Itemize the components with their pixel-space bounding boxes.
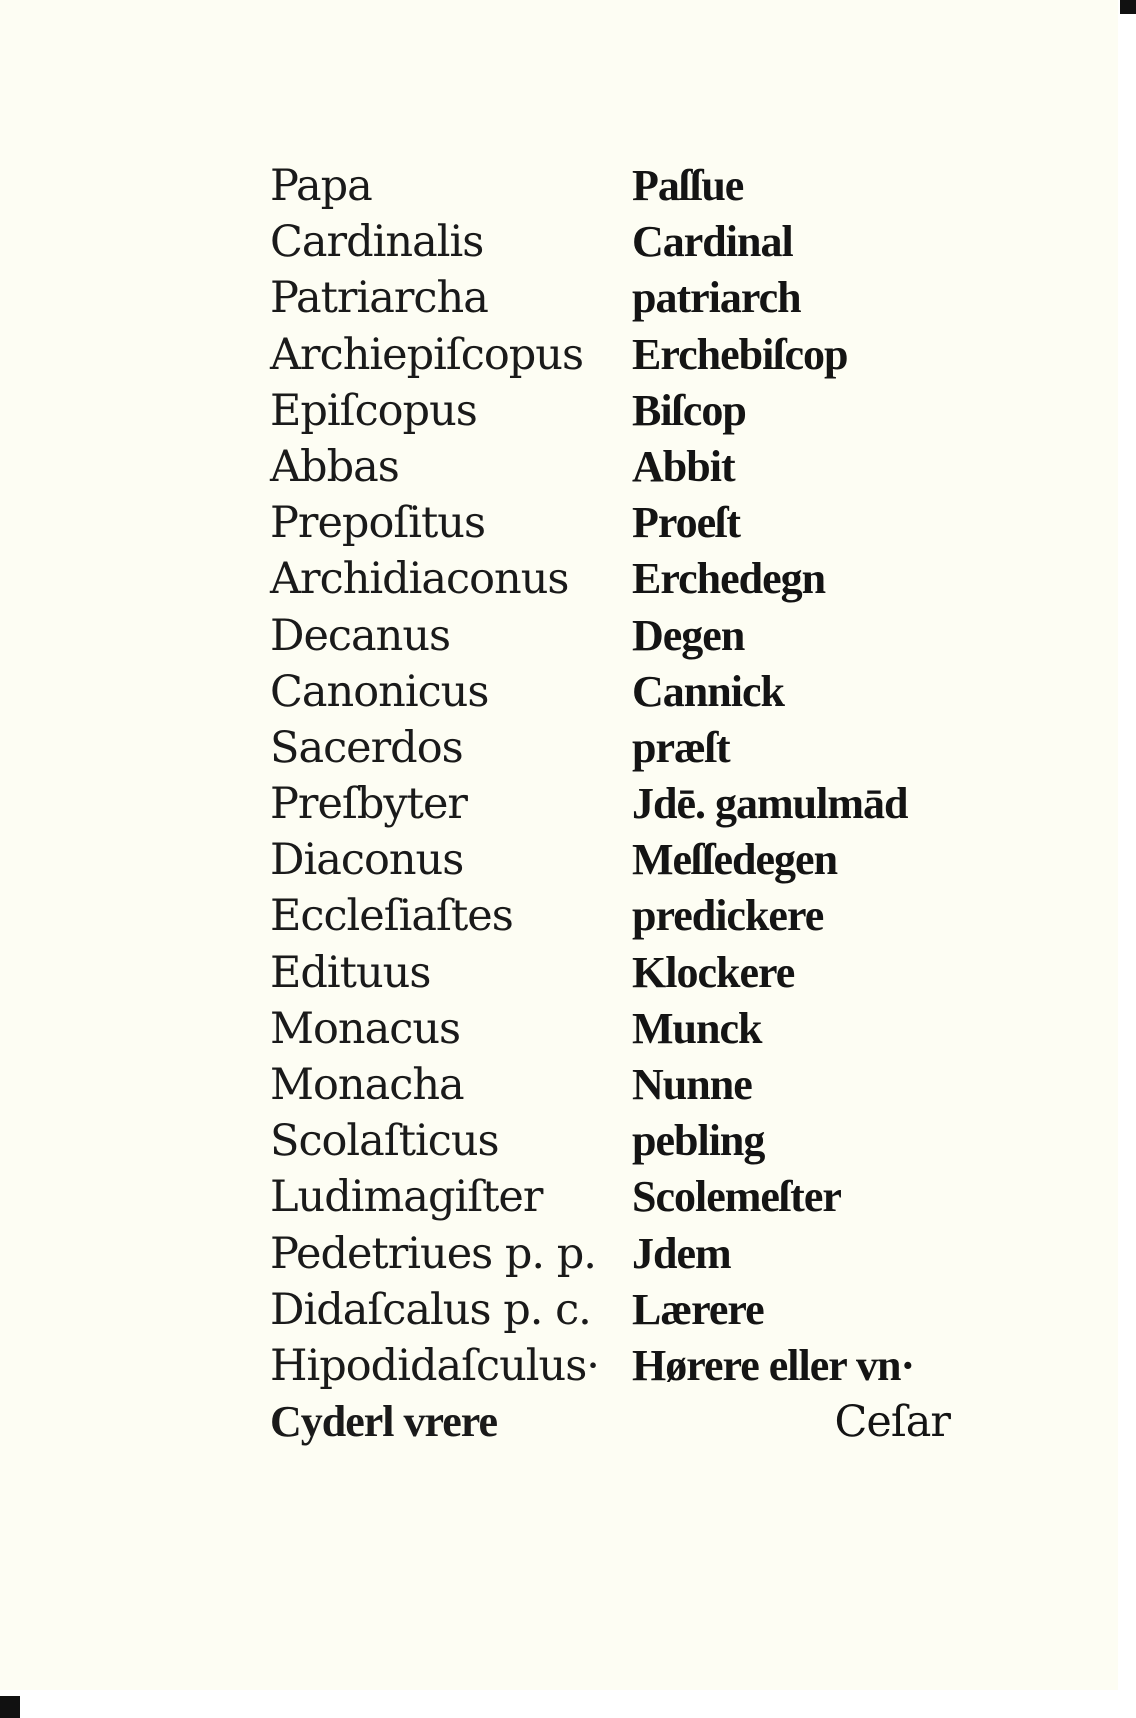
latin-term: Ludimagiſter — [270, 1172, 543, 1223]
latin-term: Decanus — [270, 610, 451, 661]
vernacular-term: Hørere eller vn· — [632, 1340, 915, 1390]
glossary-row — [270, 383, 970, 439]
vernacular-term: Erchebiſcop — [632, 329, 848, 379]
latin-term: Eccleſiaſtes — [270, 891, 513, 942]
vernacular-term: Meſſedegen — [632, 835, 838, 885]
glossary-row — [270, 776, 970, 832]
vernacular-term: Jdē. gamulmād — [632, 779, 908, 829]
vernacular-term: Nunne — [632, 1060, 752, 1109]
vernacular-term: Cardinal — [632, 217, 793, 267]
glossary-row — [270, 270, 970, 326]
latin-term: Epiſcopus — [270, 385, 477, 436]
glossary-row — [270, 1169, 970, 1225]
scan-edge-mark — [1120, 0, 1136, 14]
glossary-row — [270, 327, 970, 383]
vernacular-term: pebling — [632, 1116, 765, 1166]
vernacular-term: Proeſt — [632, 498, 741, 548]
vernacular-term: Lærere — [632, 1284, 764, 1334]
glossary-row — [270, 1001, 970, 1057]
glossary-row — [270, 832, 970, 888]
glossary-row — [270, 945, 970, 1001]
latin-term: Preſbyter — [270, 779, 467, 830]
vernacular-term: Jdem — [632, 1228, 731, 1278]
glossary-row — [270, 551, 970, 607]
glossary-row — [270, 1226, 970, 1282]
latin-term: Cyderl vrere — [270, 1397, 498, 1447]
vernacular-term: Cannick — [632, 666, 784, 716]
latin-term: Hipodidaſculus· — [270, 1340, 599, 1391]
latin-term: Didaſcalus p. c. — [270, 1284, 591, 1335]
latin-term: Canonicus — [270, 666, 489, 717]
glossary-row — [270, 720, 970, 776]
glossary-row — [270, 495, 970, 551]
vernacular-term: Scolemeſter — [632, 1172, 841, 1222]
glossary-row — [270, 1113, 970, 1169]
latin-term: Edituus — [270, 947, 431, 998]
glossary-list — [270, 158, 970, 1450]
latin-term: Archidiaconus — [270, 554, 569, 605]
vernacular-term: Paſſue — [632, 161, 744, 210]
vernacular-term: Erchedegn — [632, 554, 826, 604]
vernacular-term: Abbit — [632, 441, 735, 491]
latin-term: Sacerdos — [270, 722, 463, 773]
latin-term: Archiepiſcopus — [270, 329, 584, 380]
glossary-row — [270, 608, 970, 664]
glossary-row — [270, 1394, 970, 1450]
latin-term: Diaconus — [270, 835, 464, 886]
glossary-row — [270, 1057, 970, 1113]
latin-term: Prepoſitus — [270, 498, 486, 549]
latin-term: Patriarcha — [270, 273, 488, 324]
glossary-row — [270, 158, 970, 214]
vernacular-term: predickere — [632, 891, 824, 941]
glossary-row — [270, 1282, 970, 1338]
latin-term: Scolaſticus — [270, 1116, 499, 1167]
latin-term: Monacus — [270, 1003, 461, 1054]
vernacular-term: Klockere — [632, 947, 795, 997]
scan-edge-mark — [0, 1696, 20, 1718]
glossary-row — [270, 1338, 970, 1394]
vernacular-term: Munck — [632, 1003, 762, 1053]
vernacular-term: præſt — [632, 722, 730, 772]
vernacular-term: Ceſar — [834, 1397, 950, 1448]
vernacular-term: patriarch — [632, 273, 801, 323]
glossary-row — [270, 439, 970, 495]
vernacular-term: Biſcop — [632, 385, 746, 435]
latin-term: Cardinalis — [270, 217, 484, 268]
latin-term: Abbas — [270, 441, 399, 492]
glossary-row — [270, 214, 970, 270]
latin-term: Papa — [270, 161, 372, 211]
vernacular-term: Degen — [632, 610, 745, 660]
latin-term: Monacha — [270, 1060, 464, 1110]
glossary-row — [270, 664, 970, 720]
latin-term: Pedetriues p. p. — [270, 1228, 596, 1279]
glossary-row — [270, 888, 970, 944]
